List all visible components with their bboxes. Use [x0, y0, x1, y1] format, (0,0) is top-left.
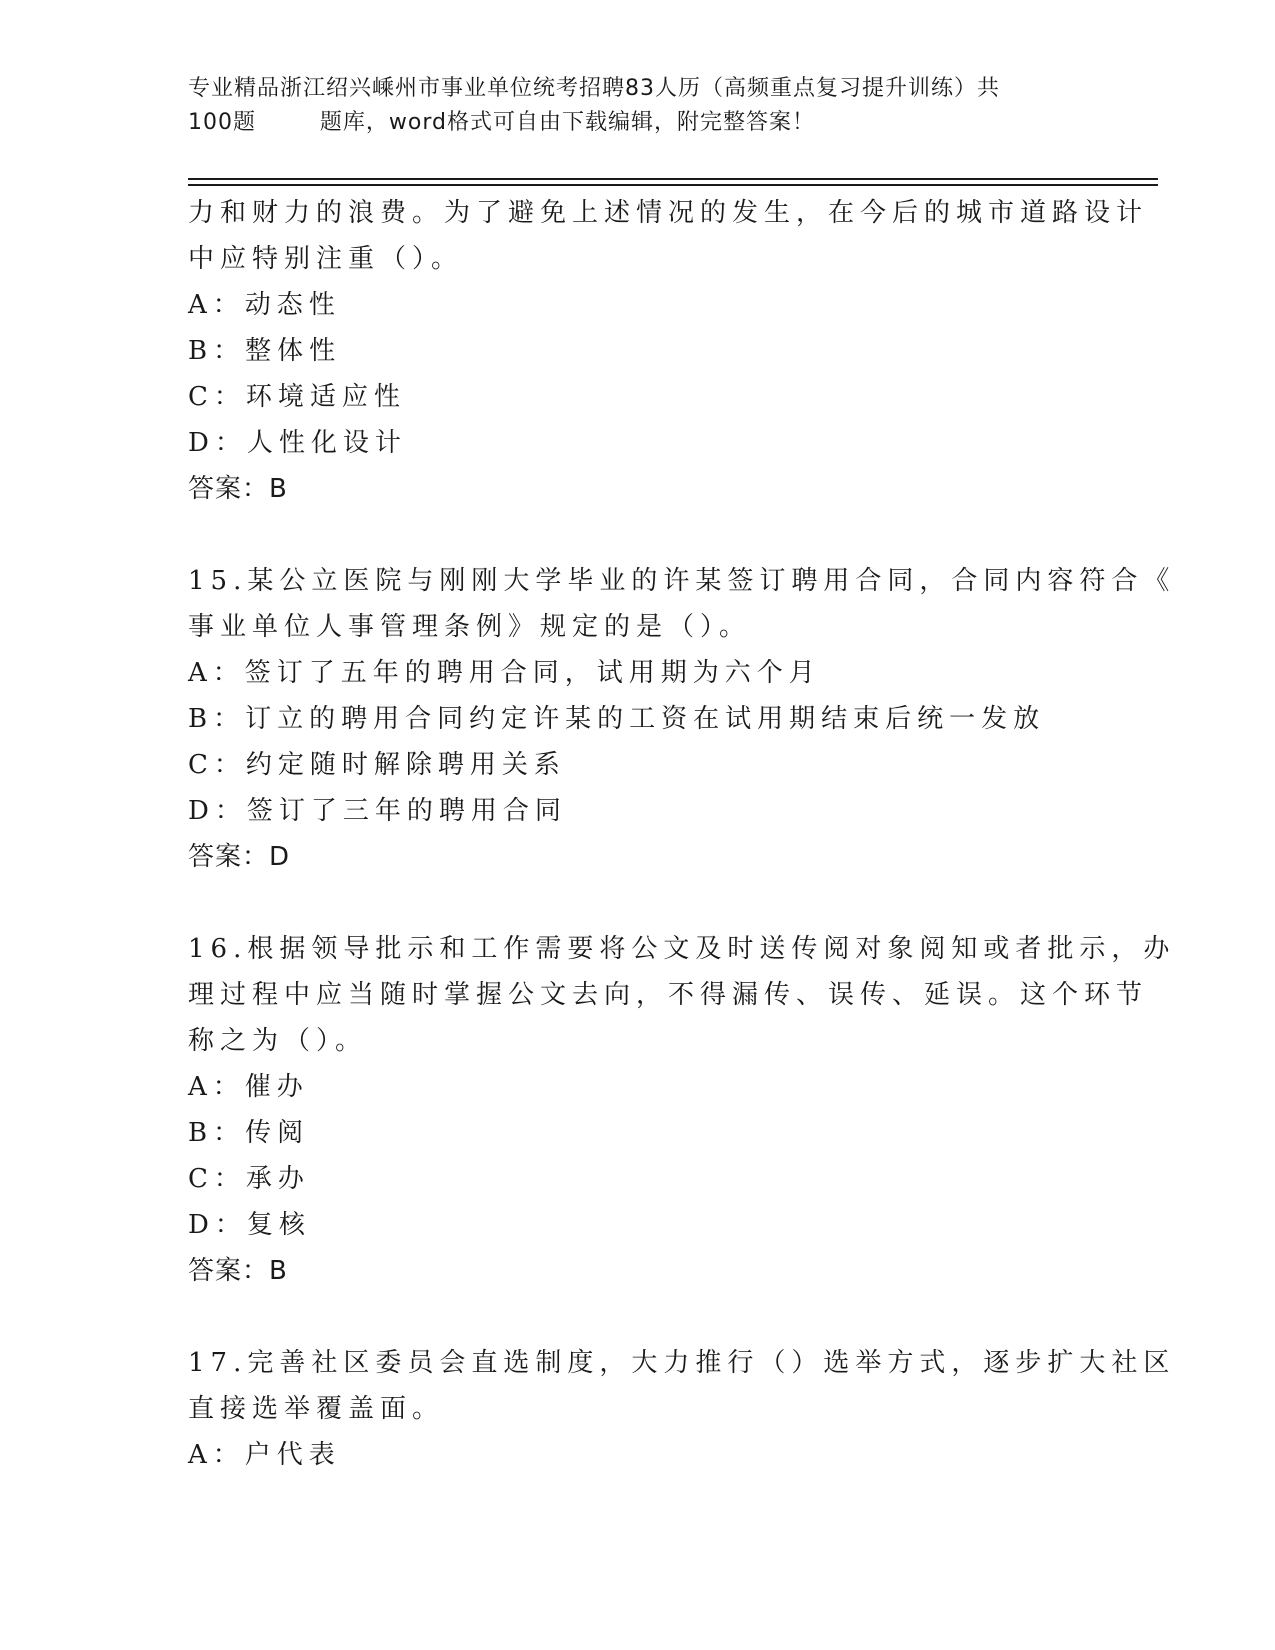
- header-title-line-2: 100题 题库，word格式可自由下载编辑，附完整答案！: [188, 110, 816, 135]
- option-a: A：签订了五年的聘用合同，试用期为六个月: [188, 658, 821, 688]
- answer-line: 答案：B: [188, 1256, 288, 1286]
- option-b: B：订立的聘用合同约定许某的工资在试用期结束后统一发放: [188, 704, 1046, 734]
- question-spacer: [188, 1294, 1088, 1340]
- question-stem-line: 力和财力的浪费。为了避免上述情况的发生，在今后的城市道路设计: [188, 198, 1149, 228]
- question-stem-line: 15.某公立医院与刚刚大学毕业的许某签订聘用合同，合同内容符合《: [188, 566, 1176, 596]
- question-spacer: [188, 512, 1088, 558]
- option-a: A：户代表: [188, 1440, 341, 1470]
- question-stem-line: 理过程中应当随时掌握公文去向，不得漏传、误传、延误。这个环节: [188, 980, 1149, 1010]
- question-content: [188, 190, 1176, 1478]
- option-c: C：约定随时解除聘用关系: [188, 750, 566, 780]
- question-16: [188, 926, 1176, 1294]
- question-spacer: [188, 880, 1088, 926]
- option-d: D：人性化设计: [188, 428, 407, 458]
- option-c: C：环境适应性: [188, 382, 406, 412]
- question-stem-line: 16.根据领导批示和工作需要将公文及时送传阅对象阅知或者批示，办: [188, 934, 1176, 964]
- question-stem-line: 直接选举覆盖面。: [188, 1394, 445, 1424]
- option-c: C：承办: [188, 1164, 310, 1194]
- question-stem-line: 17.完善社区委员会直选制度，大力推行（）选举方式，逐步扩大社区: [188, 1348, 1176, 1378]
- question-14: [188, 190, 1149, 512]
- header-divider-bottom: [188, 184, 1158, 186]
- option-a: A：催办: [188, 1072, 309, 1102]
- document-header: [188, 72, 1088, 140]
- question-15: [188, 558, 1176, 880]
- option-d: D：复核: [188, 1210, 311, 1240]
- answer-line: 答案：D: [188, 842, 291, 872]
- option-b: B：传阅: [188, 1118, 310, 1148]
- option-a: A：动态性: [188, 290, 341, 320]
- question-stem-line: 称之为（）。: [188, 1026, 368, 1056]
- header-title-line-1: 专业精品浙江绍兴嵊州市事业单位统考招聘83人历（高频重点复习提升训练）共: [188, 76, 1000, 101]
- option-d: D：签订了三年的聘用合同: [188, 796, 567, 826]
- question-17: [188, 1340, 1176, 1478]
- answer-line: 答案：B: [188, 474, 288, 504]
- question-stem-line: 事业单位人事管理条例》规定的是（）。: [188, 612, 752, 642]
- header-divider-top: [188, 178, 1158, 180]
- option-b: B：整体性: [188, 336, 342, 366]
- question-stem-line: 中应特别注重（）。: [188, 244, 464, 274]
